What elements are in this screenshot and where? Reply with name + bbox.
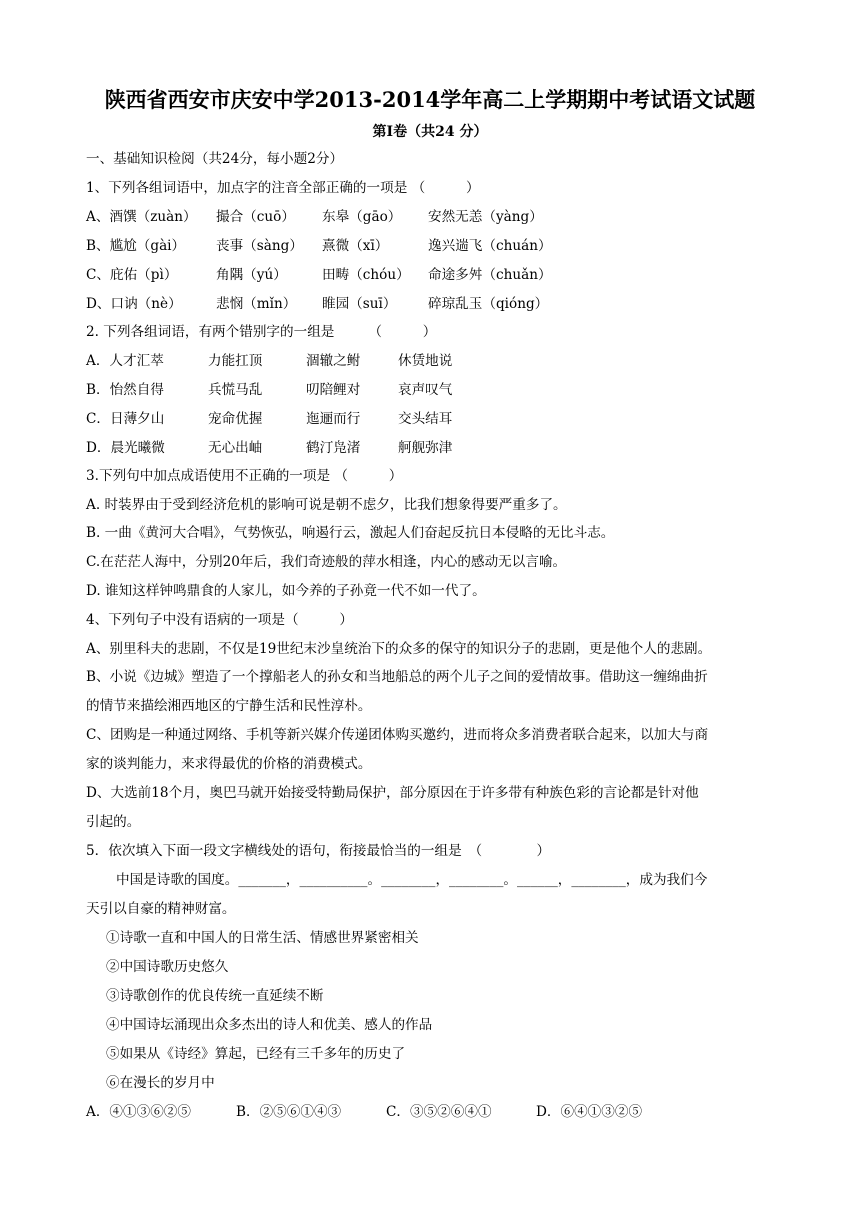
q2-b-1: B．怡然自得 (86, 382, 164, 398)
q4-line: 引起的。 (86, 814, 141, 830)
q5-item: ②中国诗歌历史悠久 (106, 959, 229, 975)
q1-a-4: 安然无恙（yàng） (428, 209, 543, 225)
q2-d-1: D．晨光曦微 (86, 440, 165, 456)
q3-option-c: C.在茫茫人海中，分别20年后，我们奇迹般的萍水相逢，内心的感动无以言喻。 (86, 554, 567, 570)
question-5-stem: 5．依次填入下面一段文字横线处的语句，衔接最恰当的一组是 （ ） (86, 843, 551, 859)
q3-option-a: A. 时装界由于受到经济危机的影响可说是朝不虑夕，比我们想象得要严重多了。 (86, 497, 567, 513)
q2-b-4: 哀声叹气 (398, 382, 453, 398)
q1-option-d (86, 295, 548, 313)
q5-answer-d: D．⑥④①③②⑤ (536, 1104, 643, 1120)
q1-d-3: 睢园（suī） (322, 296, 397, 312)
q2-a-4: 休赁地说 (398, 353, 453, 369)
q2-b-2: 兵慌马乱 (208, 382, 263, 398)
q5-answer-b: B．②⑤⑥①④③ (236, 1104, 342, 1120)
q2-d-2: 无心出岫 (208, 440, 263, 456)
q4-line: C、团购是一种通过网络、手机等新兴媒介传递团体购买邀约，进而将众多消费者联合起来，以加大与商 (86, 727, 709, 743)
q4-line: 家的谈判能力，来求得最优的价格的消费模式。 (86, 756, 372, 772)
question-3-stem: 3.下列句中加点成语使用不正确的一项是 （ ） (86, 468, 403, 484)
q2-a-3: 涸辙之鲋 (306, 353, 361, 369)
q1-b-1: B、尴尬（gài） (86, 238, 186, 254)
q1-b-2: 丧事（sàng） (216, 238, 303, 254)
q4-line: D、大选前18个月，奥巴马就开始接受特勤局保护，部分原因在于许多带有种族色彩的言论都是针对他 (86, 785, 699, 801)
q2-a-2: 力能扛顶 (208, 353, 263, 369)
q2-c-4: 交头结耳 (398, 411, 453, 427)
q5-item: ⑤如果从《诗经》算起，已经有三千多年的历史了 (106, 1046, 406, 1062)
q5-answers (86, 1103, 642, 1121)
question-1-stem: 1、下列各组词语中，加点字的注音全部正确的一项是 （ ） (86, 180, 480, 196)
q1-c-3: 田畴（chóu） (322, 267, 410, 283)
q2-a-1: A．人才汇萃 (86, 353, 164, 369)
question-4-stem: 4、下列句子中没有语病的一项是（ ） (86, 612, 353, 628)
q5-item: ③诗歌创作的优良传统一直延续不断 (106, 988, 324, 1004)
q5-answer-c: C．③⑤②⑥④① (386, 1104, 492, 1120)
q5-passage-line: 中国是诗歌的国度。_______，__________。________，________。______，________，成为我们今 (116, 872, 708, 888)
q2-d-3: 鹤汀凫渚 (306, 440, 361, 456)
q5-passage-line: 天引以自豪的精神财富。 (86, 901, 236, 917)
q2-c-2: 宠命优握 (208, 411, 263, 427)
q1-d-1: D、口讷（nè） (86, 296, 182, 312)
q1-option-a (86, 208, 543, 226)
q1-a-3: 东皋（gāo） (322, 209, 402, 225)
q1-b-3: 熹微（xī） (322, 238, 389, 254)
q5-item: ④中国诗坛涌现出众多杰出的诗人和优美、感人的作品 (106, 1017, 433, 1033)
q5-item: ⑥在漫长的岁月中 (106, 1075, 215, 1091)
q1-b-4: 逸兴遄飞（chuán） (428, 238, 552, 254)
q1-a-1: A、酒馔（zuàn） (86, 209, 197, 225)
section-heading: 一、基础知识检阅（共24分，每小题2分） (86, 151, 344, 167)
q2-b-3: 叨陪鲤对 (306, 382, 361, 398)
q1-c-4: 命途多舛（chuǎn） (428, 267, 552, 283)
q2-option-d (86, 439, 452, 457)
q1-d-4: 碎琼乱玉（qióng） (428, 296, 549, 312)
q1-d-2: 悲悯（mǐn） (216, 296, 297, 312)
part-heading: 第Ⅰ卷（共24 分） (372, 124, 488, 140)
q2-c-3: 迤逦而行 (306, 411, 361, 427)
q1-a-2: 撮合（cuō） (216, 209, 295, 225)
q1-option-c (86, 266, 552, 284)
q4-line: 的情节来描绘湘西地区的宁静生活和民性淳朴。 (86, 698, 372, 714)
q2-option-a (86, 352, 452, 370)
q4-line: A、别里科夫的悲剧，不仅是19世纪末沙皇统治下的众多的保守的知识分子的悲剧，更是他个人的悲剧。 (86, 641, 712, 657)
q2-d-4: 舸舰弥津 (398, 440, 453, 456)
q2-option-c (86, 410, 452, 428)
q2-c-1: C．日薄夕山 (86, 411, 165, 427)
question-2-stem: 2. 下列各组词语，有两个错别字的一组是 （ ） (86, 324, 437, 340)
page-title: 陕西省西安市庆安中学2013-2014学年高二上学期期中考试语文试题 (104, 87, 756, 112)
q1-option-b (86, 237, 552, 255)
q3-option-d: D. 谁知这样钟鸣鼎食的人家儿，如今养的子孙竟一代不如一代了。 (86, 583, 486, 599)
q2-option-b (86, 381, 452, 399)
q1-c-2: 角隅（yú） (216, 267, 287, 283)
q1-c-1: C、庇佑（pì） (86, 267, 178, 283)
q5-answer-a: A．④①③⑥②⑤ (86, 1104, 191, 1120)
q3-option-b: B. 一曲《黄河大合唱》，气势恢弘，响遏行云，激起人们奋起反抗日本侵略的无比斗志。 (86, 525, 615, 541)
q4-line: B、小说《边城》塑造了一个撑船老人的孙女和当地船总的两个儿子之间的爱情故事。借助这一缠绵曲折 (86, 669, 708, 685)
q5-item: ①诗歌一直和中国人的日常生活、情感世界紧密相关 (106, 930, 419, 946)
